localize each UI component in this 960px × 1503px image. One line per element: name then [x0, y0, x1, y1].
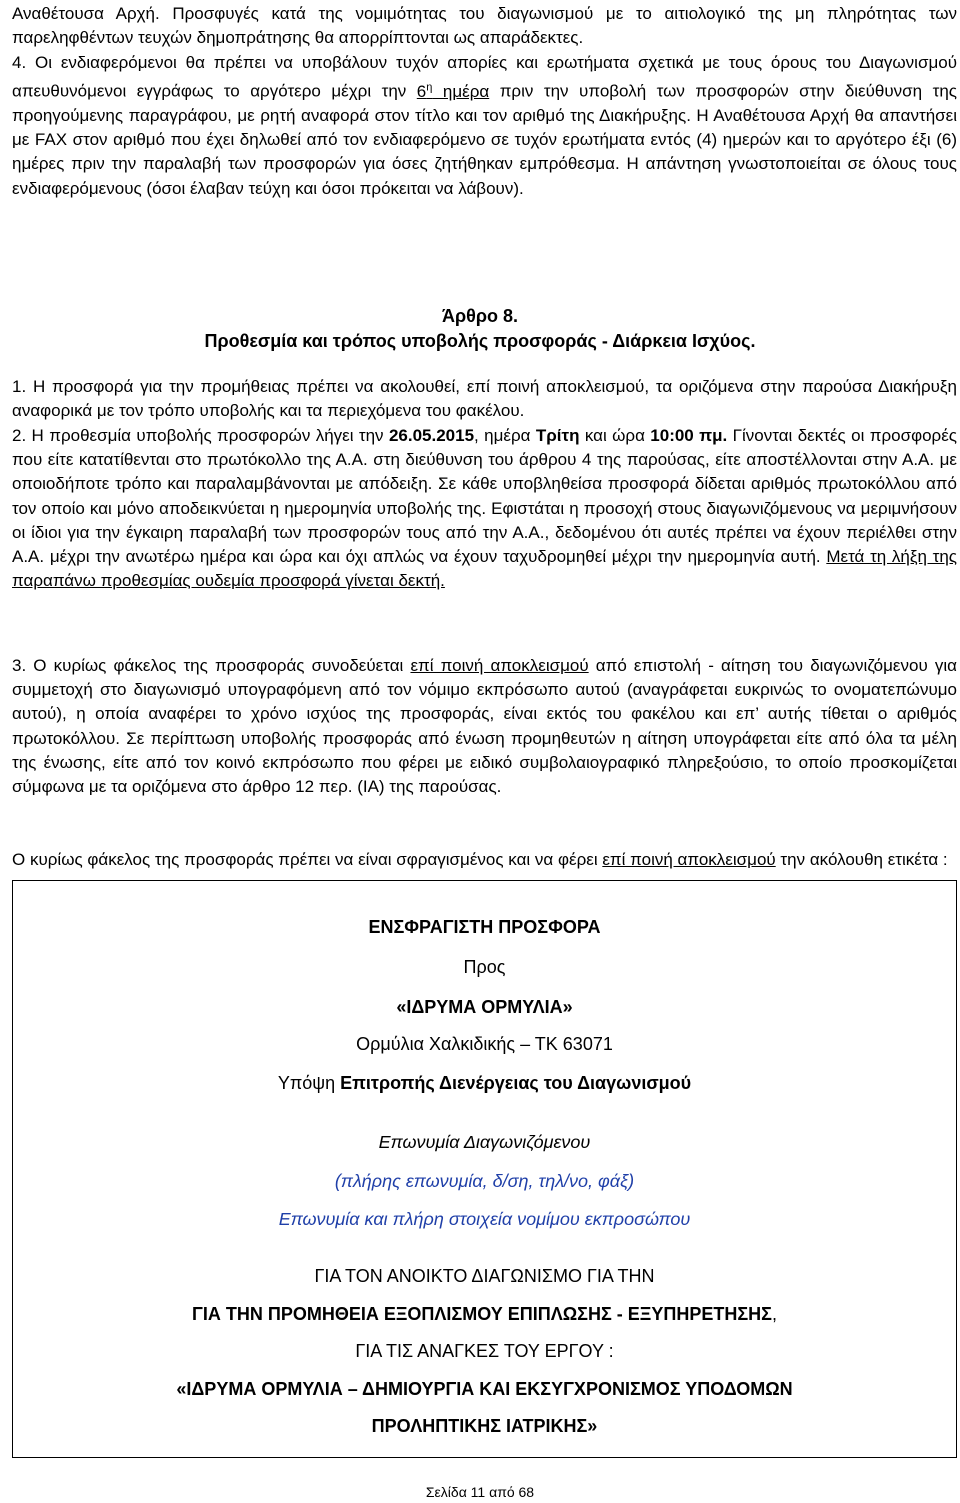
label-address: [13, 1034, 956, 1055]
label-attention-committee: Επιτροπής Διενέργειας του Διαγωνισμού: [340, 1073, 692, 1093]
p2-text-a: 2. Η προθεσμία υποβολής προσφορών λήγει την: [12, 426, 389, 445]
paragraph-appeals: [12, 2, 957, 50]
label-bidder-details: (πλήρης επωνυμία, δ/ση, τηλ/νο, φάξ): [334, 1171, 635, 1191]
p4-text-a: 4. Οι ενδιαφερόμενοι θα πρέπει να υποβάλουν τυχόν απορίες και ερωτήματα σχετικά με τους όρους του Διαγωνισμού απευθυνόμενοι εγγράφως το αργότερο μέχρι την: [12, 53, 957, 101]
label-supply-bold: ΓΙΑ ΤΗΝ ΠΡΟΜΗΘΕΙΑ ΕΞΟΠΛΙΣΜΟΥ ΕΠΙΠΛΩΣΗΣ - ΕΞΥΠΗΡΕΤΗΣΗΣ: [192, 1304, 772, 1324]
label-project-line2: ΠΡΟΛΗΠΤΙΚΗΣ ΙΑΤΡΙΚΗΣ»: [371, 1416, 598, 1436]
p2-day: Τρίτη: [535, 426, 580, 445]
paragraph-appeals-text: Αναθέτουσα Αρχή. Προσφυγές κατά της νομιμότητας του διαγωνισμού με το αιτιολογικό της μη πληρότητας των παρεληφθέντων τευχών δημοπράτησης θα απορρίπτονται ως απαράδεκτες.: [12, 4, 957, 48]
p4-text-b: πριν την υποβολή των προσφορών στην διεύθυνση της προηγούμενης παραγράφου, με ρητή αναφορά στον τίτλο και τον αριθμό της Διακήρυξης. Η Αναθέτουσα Αρχή θα απαντήσει με FAX στον αριθμό που έχει δηλωθεί από τον ενδιαφερόμενο σε τυχόν ερωτήματα εντός (4) ημερών και το αργότερο έξι (6) ημέρες πριν την παραλαβή των προσφορών για όσες ζητήθηκαν εμπρόθεσμα. Η απάντηση γνωστοποιείται σε όλους τους ενδιαφερόμενους (όσοι έλαβαν τεύχη και όσοι πρόκειται να λάβουν).: [12, 81, 957, 198]
label-attention: [13, 1073, 956, 1094]
p3-text-b: από επιστολή - αίτηση του διαγωνιζόμενου για συμμετοχή στο διαγωνισμό υπογραφόμενη από τον νόμιμο εκπρόσωπο αυτού (αναγράφεται ευκρινώς το ονοματεπώνυμο αυτού), η οποία αναφέρει το χρόνο ισχύος της προσφοράς, είναι εκτός του φακέλου και επ’ αυτής τίθεται ο αριθμός πρωτοκόλλου. Σε περίπτωση υποβολής προσφοράς από ένωση προμηθευτών η αίτηση υπογράφεται είτε από όλα τα μέλη της ένωσης, είτε από τον κοινό εκπρόσωπο που φέρει με ειδικό συμβολαιογραφικό πληρεξούσιο, το οποίο προσκομίζεται σύμφωνα με τα οριζόμενα στο άρθρο 12 περ. (ΙΑ) της παρούσας.: [12, 656, 957, 797]
label-tender: ΓΙΑ ΤΟΝ ΑΝΟΙΚΤΟ ΔΙΑΓΩΝΙΣΜΟ ΓΙΑ ΤΗΝ: [314, 1266, 655, 1286]
envelope-label-box: [12, 880, 957, 1458]
p4-day-num: 6: [416, 81, 427, 101]
article-title: Προθεσμία και τρόπος υποβολής προσφοράς - Διάρκεια Ισχύος.: [204, 331, 756, 351]
page-footer: Σελίδα 11 από 68: [425, 1484, 535, 1500]
paragraph-4-questions: [12, 51, 957, 201]
label-representative: Επωνυμία και πλήρη στοιχεία νομίμου εκπροσώπου: [278, 1209, 691, 1229]
p4-day-deadline: [417, 82, 489, 101]
p4-day-word: ημέρα: [432, 81, 490, 101]
p2-text-b: , ημέρα: [474, 426, 536, 445]
p1-text: 1. Η προσφορά για την προμήθειας πρέπει να ακολουθεί, επί ποινή αποκλεισμού, τα οριζόμενα στην παρούσα Διακήρυξη αναφορικά με τον τρόπο υποβολής και τα περιεχόμενα του φακέλου.: [12, 377, 957, 421]
p2-date: 26.05.2015: [388, 426, 475, 445]
label-needs: ΓΙΑ ΤΙΣ ΑΝΑΓΚΕΣ ΤΟΥ ΕΡΓΟΥ :: [355, 1341, 614, 1361]
label-to: Προς: [463, 957, 506, 977]
paragraph-envelope: [12, 848, 957, 872]
paragraph-3: [12, 654, 957, 799]
label-bidder-name: Επωνυμία Διαγωνιζόμενου: [378, 1132, 591, 1152]
env-text-b: την ακόλουθη ετικέτα :: [775, 850, 948, 869]
p3-exclusion-underlined: επί ποινή αποκλεισμού: [410, 656, 589, 675]
paragraph-2: [12, 424, 957, 593]
paragraph-1: [12, 375, 957, 423]
label-supply: [13, 1304, 956, 1325]
p2-text-c: και ώρα: [579, 426, 651, 445]
label-title: ΕΝΣΦΡΑΓΙΣΤΗ ΠΡΟΣΦΟΡΑ: [368, 917, 601, 937]
label-attention-prefix: Υπόψη: [277, 1073, 341, 1093]
p4-day-sup: η: [426, 81, 433, 94]
label-project-line1: «ΙΔΡΥΜΑ ΟΡΜΥΛΙΑ – ΔΗΜΙΟΥΡΓΙΑ ΚΑΙ ΕΚΣΥΓΧΡΟΝΙΣΜΟΣ ΥΠΟΔΟΜΩΝ: [176, 1379, 793, 1399]
env-text-a: Ο κυρίως φάκελος της προσφοράς πρέπει να είναι σφραγισμένος και να φέρει: [12, 850, 603, 869]
p3-text-a: 3. Ο κυρίως φάκελος της προσφοράς συνοδεύεται: [12, 656, 411, 675]
label-address-text: Ορμύλια Χαλκιδικής – ΤΚ 63071: [356, 1034, 613, 1054]
env-exclusion-underlined: επί ποινή αποκλεισμού: [602, 850, 776, 869]
p2-deadline-note: Μετά τη λήξη της παραπάνω προθεσμίας ουδεμία προσφορά γίνεται δεκτή.: [12, 547, 958, 591]
p2-time: 10:00 πμ.: [650, 426, 728, 445]
article-number: Άρθρο 8.: [441, 306, 518, 326]
label-organization: «ΙΔΡΥΜΑ ΟΡΜΥΛΙΑ»: [396, 997, 573, 1017]
label-supply-comma: ,: [771, 1304, 777, 1324]
p2-text-d: Γίνονται δεκτές οι προσφορές που είτε κατατίθενται στο πρωτόκολλο της Α.Α. στη διεύθυνση του άρθρου 4 της παρούσας, είτε αποστέλλονται στην Α.Α. με οποιοδήποτε τρόπο και παραλαμβάνονται με απόδειξη. Σε κάθε υποβληθείσα προσφορά δίδεται αριθμός πρωτοκόλλου από τον οποίο και μόνο αποδεικνύεται η ημερομηνία υποβολής της. Εφιστάται η προσοχή στους διαγωνιζόμενους να μεριμνήσουν οι ίδιοι για την έγκαιρη παραλαβή των προσφορών τους από την Α.Α., δεδομένου ότι αυτές πρέπει να έχουν περιέλθει στην Α.Α. μέχρι την ανωτέρω ημέρα και ώρα και όχι απλώς να έχουν ταχυδρομηθεί μέχρι την ημερομηνία αυτή.: [12, 426, 958, 567]
